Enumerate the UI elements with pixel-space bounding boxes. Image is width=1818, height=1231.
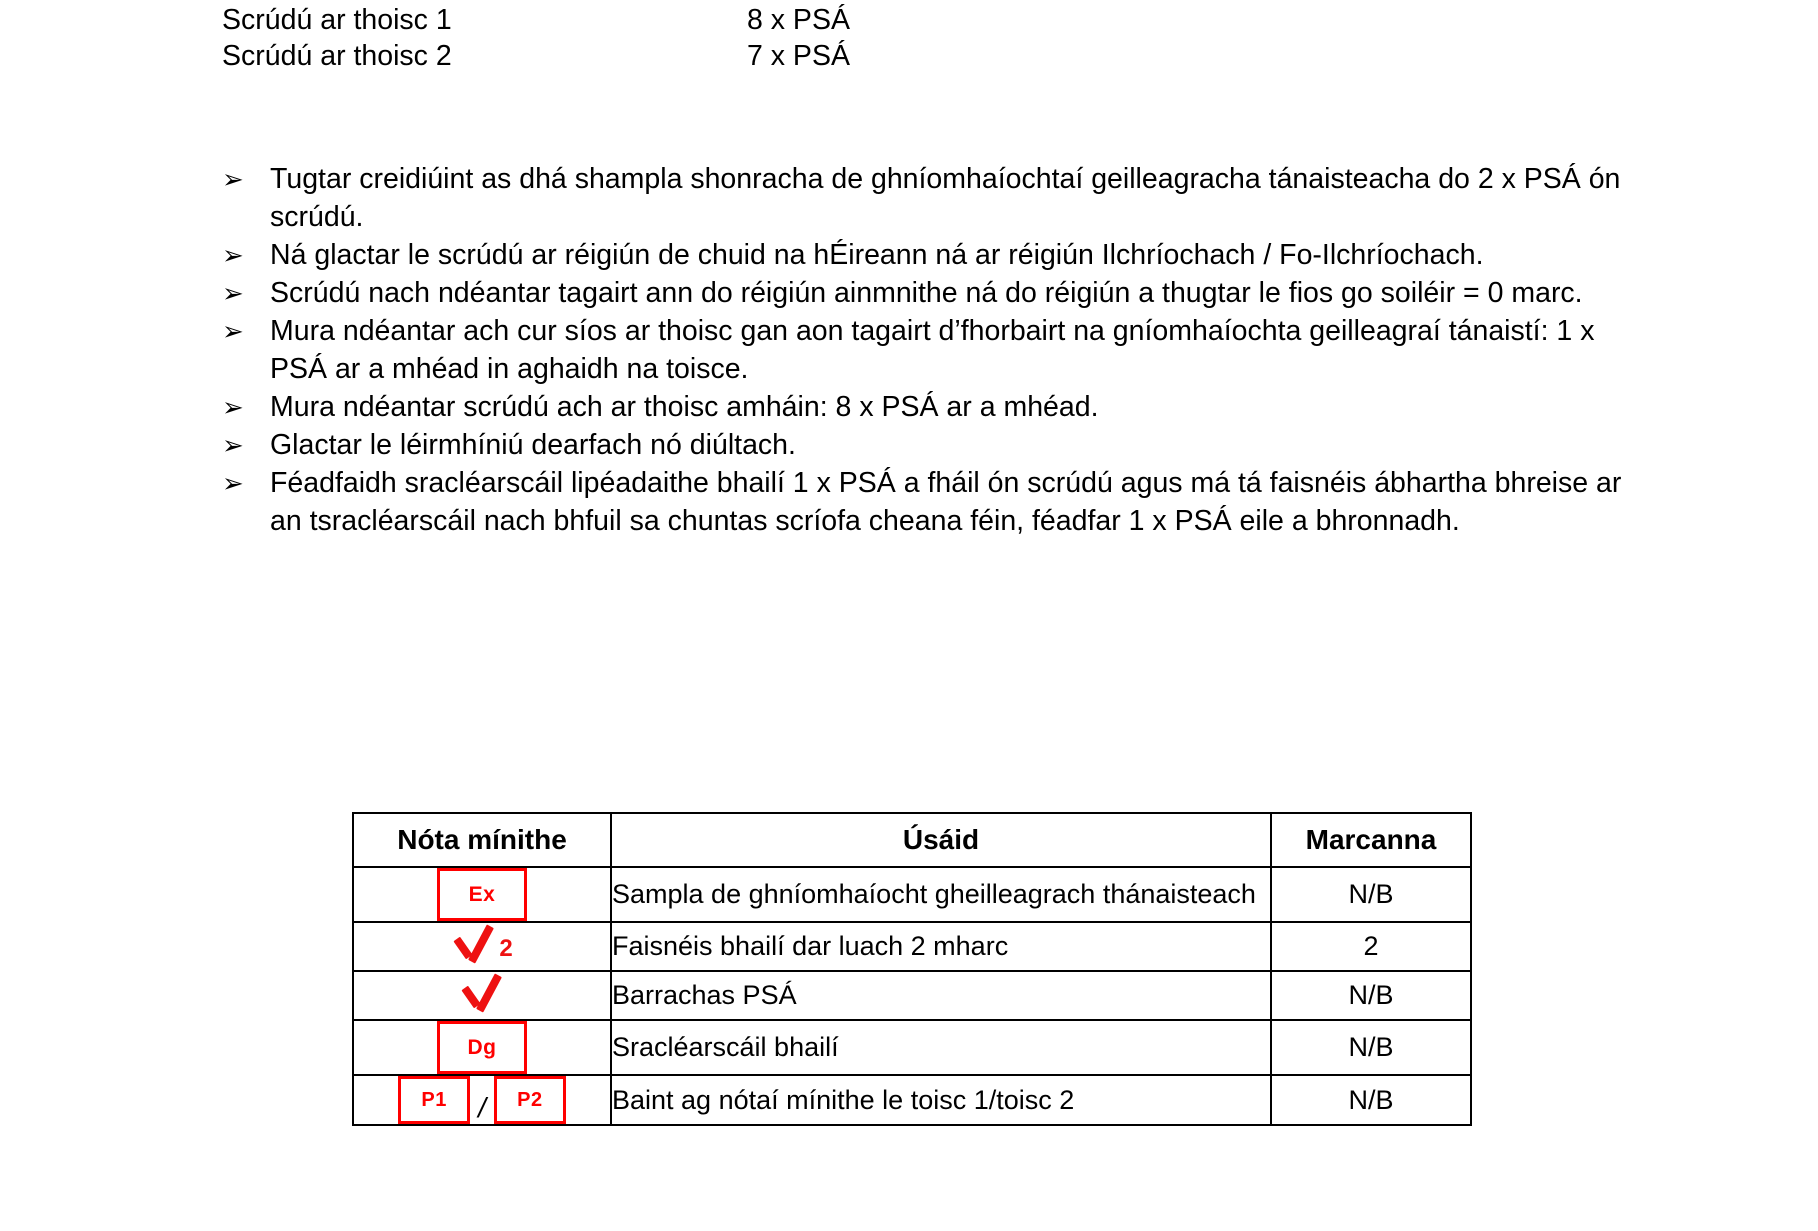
column-header-marks: Marcanna [1271,813,1471,867]
list-item-text: Tugtar creidiúint as dhá shampla shonracha de ghníomhaíochtaí geilleagracha tánaisteacha do 2 x PSÁ ón scrúdú. [270,163,1621,233]
note-glyph-cell [353,1020,611,1075]
list-item [222,464,1642,540]
p1-p2-annotation-pair [398,1076,566,1124]
note-glyph-cell [353,922,611,971]
checkmark-value-label: 2 [499,935,513,962]
arrow-bullet-icon: ➢ [222,392,244,422]
list-item [222,160,1642,236]
list-item-text: Glactar le léirmhíniú dearfach nó diúltach. [270,429,796,461]
checkmark-with-value-icon [451,923,512,963]
use-description-cell: Sracléarscáil bhailí [611,1020,1271,1075]
arrow-bullet-icon: ➢ [222,240,244,270]
arrow-bullet-icon: ➢ [222,278,244,308]
arrow-bullet-icon: ➢ [222,468,244,498]
marks-cell: N/B [1271,867,1471,922]
checkmark-icon [459,972,505,1012]
checkmark-icon [451,923,497,963]
marks-cell: 2 [1271,922,1471,971]
use-description-cell: Barrachas PSÁ [611,971,1271,1020]
use-description-cell: Sampla de ghníomhaíocht gheilleagrach thánaisteach [611,867,1271,922]
list-item [222,236,1642,274]
column-header-use: Úsáid [611,813,1271,867]
list-item-text: Ná glactar le scrúdú ar réigiún de chuid na hÉireann ná ar réigiún Ilchríochach / Fo-Ilchríochach. [270,239,1484,271]
note-glyph-cell [353,1075,611,1125]
marks-cell: N/B [1271,1075,1471,1125]
checkmark-icon-wrap [459,972,505,1012]
list-item-text: Mura ndéantar scrúdú ach ar thoisc amháin: 8 x PSÁ ar a mhéad. [270,391,1099,423]
guidance-bullet-list [222,160,1642,540]
marks-cell: N/B [1271,971,1471,1020]
table-header-row [353,813,1471,867]
marks-row-label: Scrúdú ar thoisc 2 [222,40,452,72]
arrow-bullet-icon: ➢ [222,430,244,460]
table-row [353,1020,1471,1075]
list-item-text: Mura ndéantar ach cur síos ar thoisc gan aon tagairt d’fhorbairt na gníomhaíochta geilleagraí tánaistí: 1 x PSÁ ar a mhéad in aghaidh na toisce. [270,315,1595,385]
note-glyph-cell [353,867,611,922]
table-row [353,1075,1471,1125]
ex-annotation-box-icon: Ex [437,868,527,921]
marks-row-value: 8 x PSÁ [747,4,850,36]
table-row [353,922,1471,971]
marks-summary-block [222,2,1222,74]
list-item [222,426,1642,464]
marks-row [222,38,1222,74]
dg-annotation-box-icon: Dg [437,1021,527,1074]
arrow-bullet-icon: ➢ [222,164,244,194]
p2-annotation-box-icon: P2 [494,1076,566,1124]
list-item-text: Scrúdú nach ndéantar tagairt ann do réigiún ainmnithe ná do réigiún a thugtar le fios go soiléir = 0 marc. [270,277,1583,309]
marks-row [222,2,1222,38]
use-description-cell: Baint ag nótaí mínithe le toisc 1/toisc 2 [611,1075,1271,1125]
list-item [222,274,1642,312]
table-row [353,867,1471,922]
list-item [222,388,1642,426]
column-header-note: Nóta mínithe [353,813,611,867]
p1-annotation-box-icon: P1 [398,1076,470,1124]
marks-cell: N/B [1271,1020,1471,1075]
list-item-text: Féadfaidh sracléarscáil lipéadaithe bhailí 1 x PSÁ a fháil ón scrúdú agus má tá faisnéis ábhartha bhreise ar an tsracléarscáil nach bhfuil sa chuntas scríofa cheana féin, féadfar 1 x PSÁ eile a bhronnadh. [270,467,1622,537]
marks-row-label: Scrúdú ar thoisc 1 [222,4,452,36]
pair-separator: / [478,1092,486,1123]
arrow-bullet-icon: ➢ [222,316,244,346]
marks-row-value: 7 x PSÁ [747,40,850,72]
note-glyph-cell [353,971,611,1020]
use-description-cell: Faisnéis bhailí dar luach 2 mharc [611,922,1271,971]
table-row [353,971,1471,1020]
annotation-key-table [352,812,1472,1126]
list-item [222,312,1642,388]
